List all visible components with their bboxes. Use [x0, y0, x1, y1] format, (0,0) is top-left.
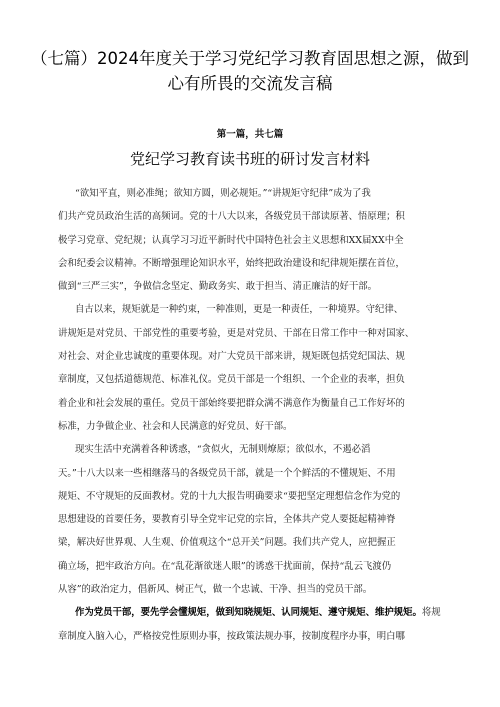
paragraph-line: 讲规矩是对党员、干部党性的重要考验，更是对党员、干部在日常工作中一种对国家、: [58, 327, 415, 339]
paragraph-lead-sentence: 作为党员干部，要先学会懂规矩，做到知晓规矩、认同规矩、遵守规矩、维护规矩。: [75, 607, 422, 619]
paragraph-line: 着企业和社会发展的重任。党员干部始终要把群众满不满意作为衡量自己工作好坏的: [58, 397, 405, 409]
paragraph-line: 从容”的政治定力，倡新风、树正气，做一个忠诚、干净、担当的党员干部。: [58, 584, 373, 596]
paragraph-line: 对社会、对企业忠诚度的重要体现。对广大党员干部来讲，规矩既包括党纪国法、规: [58, 351, 405, 363]
paragraph-line: “欲知平直，则必准绳；欲知方圆，则必规矩。”“讲规矩守纪律”成为了我: [75, 188, 371, 199]
paragraph-line: 们共产党员政治生活的高频词。党的十八大以来，各级党员干部读原著、悟原理；积: [58, 211, 405, 223]
paragraph-2: [58, 298, 470, 438]
document-body: [58, 182, 470, 648]
paragraph-4: [58, 601, 470, 648]
document-title-line-2: 心有所畏的交流发言稿: [167, 74, 333, 93]
paragraph-line: 规矩、不守规矩的反面教材。党的十九大报告明确要求“要把坚定理想信念作为党的: [58, 490, 401, 502]
paragraph-lead-rest: 将规: [421, 607, 441, 619]
paragraph-line: 做到“三严三实”，争做信念坚定、勤政务实、敢于担当、清正廉洁的好干部。: [58, 281, 377, 293]
document-title-line-1: （七篇）2024年度关于学习党纪学习教育固思想之源，做到: [31, 49, 469, 68]
paragraph-3: [58, 438, 470, 601]
section-number: 第一篇，共七篇: [216, 129, 284, 140]
paragraph-line: 章制度，又包括道德规范、标准礼仪。党员干部是一个组织、一个企业的表率，担负: [58, 374, 405, 386]
section-heading: 党纪学习教育读书班的研讨发言材料: [129, 150, 370, 168]
paragraph-line: 思想建设的首要任务，要教育引导全党牢记党的宗旨，全体共产党人要挺起精神脊: [58, 514, 396, 526]
paragraph-line: [58, 601, 470, 624]
paragraph-1: [58, 182, 470, 298]
paragraph-line: 自古以来，规矩就是一种约束，一种准则，更是一种责任，一种境界。守纪律、: [75, 304, 404, 316]
paragraph-line: 梁，解决好世界观、人生观、价值观这个“总开关”问题。我们共产党人，应把握正: [58, 537, 396, 549]
paragraph-line: 现实生活中充满着各种诱惑，“贪似火，无制则燎原；欲似水，不遏必滔: [75, 444, 371, 456]
paragraph-line: 标准，力争做企业、社会和人民满意的好党员、好干部。: [58, 420, 293, 432]
paragraph-line: 确立场，把牢政治方向。在“乱花渐欲迷人眼”的诱惑干扰面前，保持“乱云飞渡仍: [58, 560, 392, 572]
paragraph-line: 极学习党章、党纪规；认真学习习近平新时代中国特色社会主义思想和XX届XX中全: [58, 234, 404, 246]
document-title: [0, 46, 500, 96]
paragraph-line: 章制度入脑入心，严格按党性原则办事，按政策法规办事，按制度程序办事，明白哪: [58, 630, 405, 642]
paragraph-line: 会和纪委会议精神。不断增强理论知识水平，始终把政治建设和纪律规矩摆在首位，: [58, 257, 405, 269]
paragraph-line: 天。”十八大以来一些相继落马的各级党员干部，就是一个个鲜活的不懂规矩、不用: [58, 467, 396, 479]
